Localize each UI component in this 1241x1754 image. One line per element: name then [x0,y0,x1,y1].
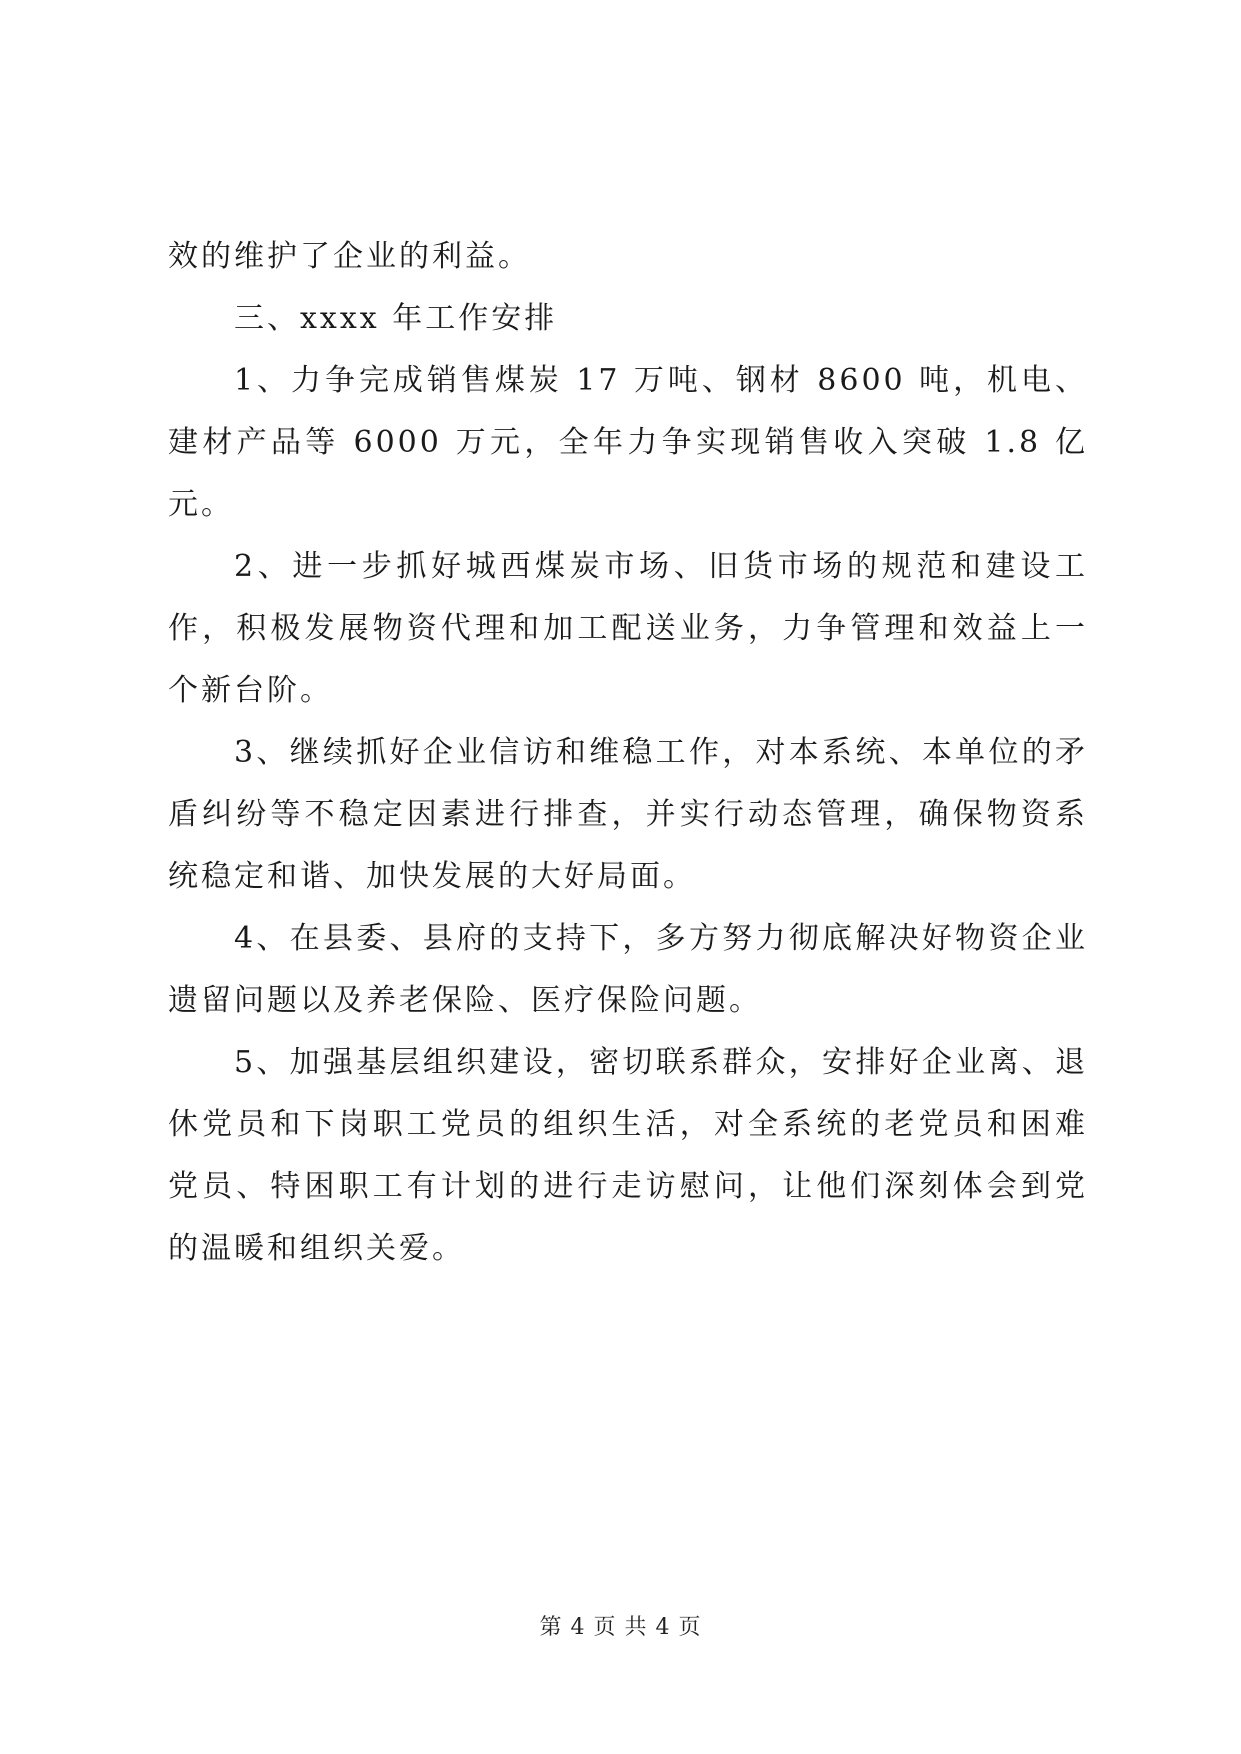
paragraph-item-4: 4、在县委、县府的支持下，多方努力彻底解决好物资企业遗留问题以及养老保险、医疗保险问题。 [168,921,1088,1018]
paragraph-item-3: 3、继续抓好企业信访和维稳工作，对本系统、本单位的矛盾纠纷等不稳定因素进行排查，并实行动态管理，确保物资系统稳定和谐、加快发展的大好局面。 [168,735,1088,894]
paragraph-continuation: 效的维护了企业的利益。 [168,239,531,274]
document-body [168,226,1088,1280]
section-heading: 三、xxxx 年工作安排 [234,301,558,336]
paragraph-item-1: 1、力争完成销售煤炭 17 万吨、钢材 8600 吨，机电、建材产品等 6000 万元，全年力争实现销售收入突破 1.8 亿元。 [168,363,1088,522]
paragraph-item-5: 5、加强基层组织建设，密切联系群众，安排好企业离、退休党员和下岗职工党员的组织生活，对全系统的老党员和困难党员、特困职工有计划的进行走访慰问，让他们深刻体会到党的温暖和组织关爱。 [168,1045,1088,1266]
paragraph-item-2: 2、进一步抓好城西煤炭市场、旧货市场的规范和建设工作，积极发展物资代理和加工配送业务，力争管理和效益上一个新台阶。 [168,549,1088,708]
page-footer: 第 4 页 共 4 页 [539,1615,702,1640]
